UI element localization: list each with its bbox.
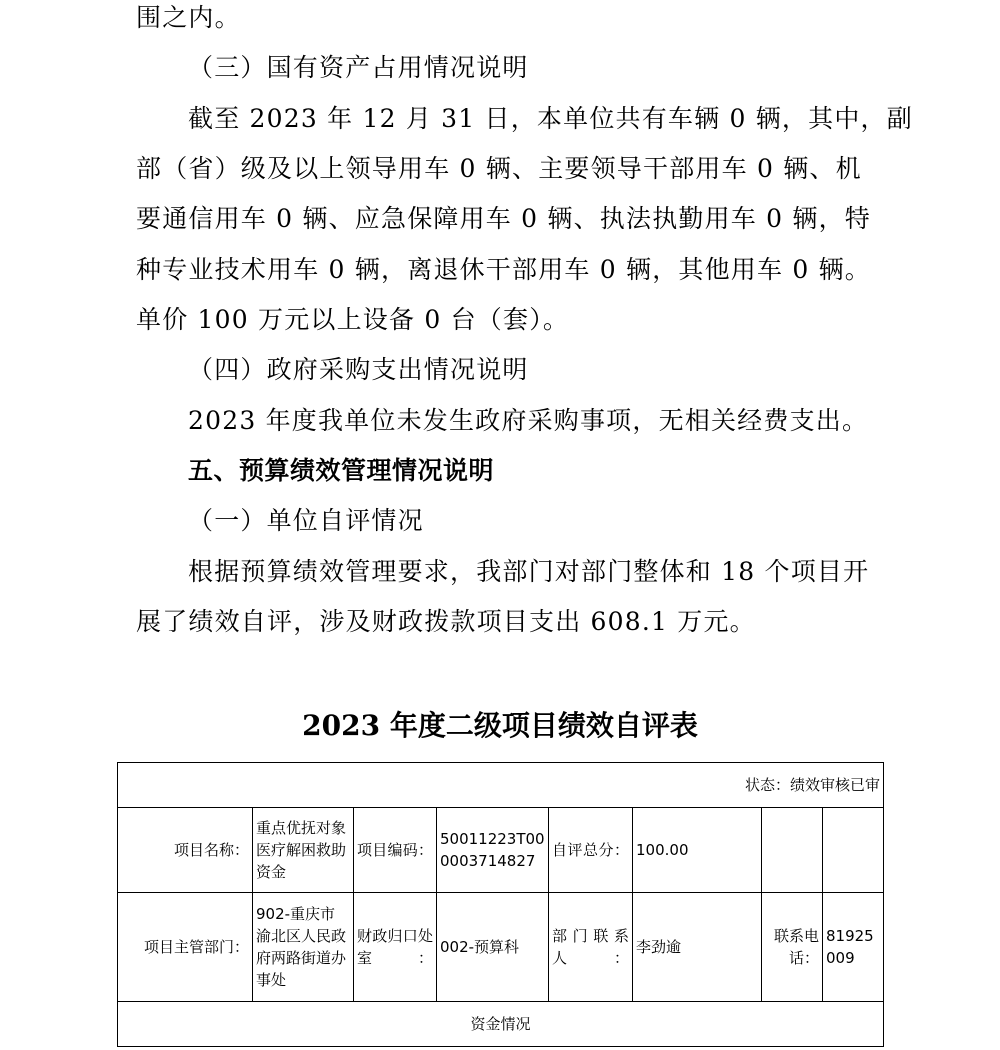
project-code-label: 项目编码： (354, 808, 437, 893)
performance-evaluation-table (117, 762, 884, 1047)
empty-cell (762, 808, 823, 893)
paragraph-line: 展了绩效自评，涉及财政拨款项目支出 608.1 万元。 (136, 607, 756, 636)
paragraph-line: 围之内。 (136, 3, 241, 32)
paragraph-line: 单价 100 万元以上设备 0 台（套）。 (136, 305, 570, 334)
section-heading: （四）政府采购支出情况说明 (188, 355, 529, 384)
paragraph-line: 部（省）级及以上领导用车 0 辆、主要领导干部用车 0 辆、机 (136, 154, 862, 183)
contact-label: 部门联系人： (549, 893, 633, 1002)
project-code-value: 50011223T000003714827 (437, 808, 549, 893)
table-row (118, 808, 884, 893)
status-text: 状态：绩效审核已审 (118, 763, 884, 808)
dept-label: 项目主管部门： (118, 893, 253, 1002)
chapter-heading: 五、预算绩效管理情况说明 (188, 456, 495, 485)
paragraph-line: 根据预算绩效管理要求，我部门对部门整体和 18 个项目开 (188, 557, 870, 586)
paragraph-line: 2023 年度我单位未发生政府采购事项，无相关经费支出。 (188, 406, 869, 435)
paragraph-line: 截至 2023 年 12 月 31 日，本单位共有车辆 0 辆，其中，副 (188, 104, 913, 133)
empty-cell (823, 808, 884, 893)
self-score-value: 100.00 (633, 808, 762, 893)
phone-label: 联系电话： (762, 893, 823, 1002)
table-row (118, 893, 884, 1002)
finance-office-value: 002-预算科 (437, 893, 549, 1002)
dept-value: 902-重庆市渝北区人民政府两路街道办事处 (253, 893, 354, 1002)
finance-office-label: 财政归口处室： (354, 893, 437, 1002)
contact-value: 李劲逾 (633, 893, 762, 1002)
paragraph-line: 种专业技术用车 0 辆，离退休干部用车 0 辆，其他用车 0 辆。 (136, 255, 871, 284)
project-name-value: 重点优抚对象医疗解困救助资金 (253, 808, 354, 893)
table-title: 2023 年度二级项目绩效自评表 (302, 709, 698, 742)
section-heading: （三）国有资产占用情况说明 (188, 53, 529, 82)
phone-value: 81925009 (823, 893, 884, 1002)
paragraph-line: 要通信用车 0 辆、应急保障用车 0 辆、执法执勤用车 0 辆，特 (136, 204, 872, 233)
section-heading: （一）单位自评情况 (188, 506, 424, 535)
funds-heading: 资金情况 (118, 1002, 884, 1047)
self-score-label: 自评总分： (549, 808, 633, 893)
project-name-label: 项目名称： (118, 808, 253, 893)
